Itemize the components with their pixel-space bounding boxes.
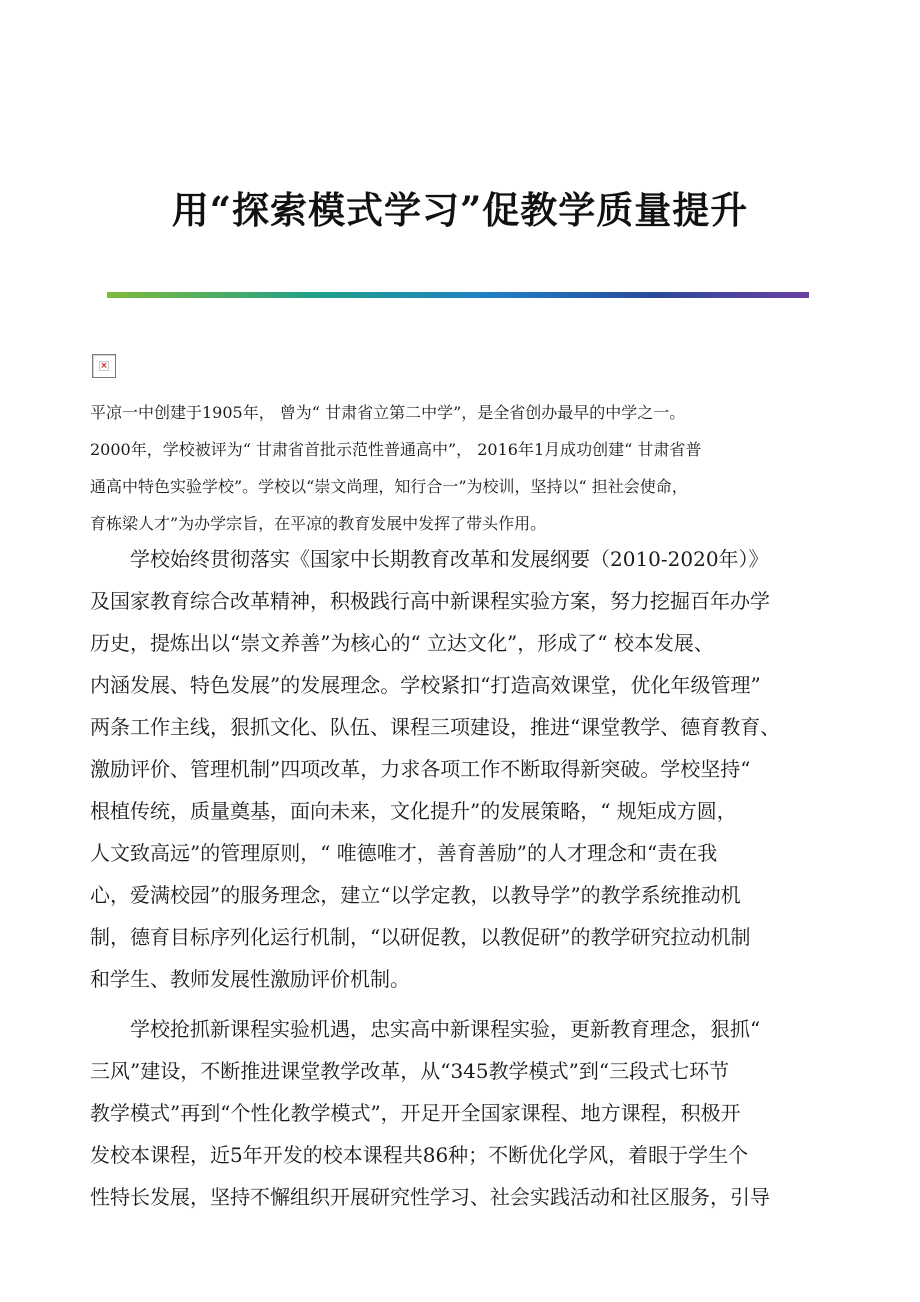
title-divider (107, 292, 809, 298)
body-paragraph-1 (90, 538, 835, 1000)
paragraph-line: 历史，提炼出以“崇文养善”为核心的“ 立达文化”，形成了“ 校本发展、 (90, 631, 714, 655)
paragraph-line: 和学生、教师发展性激励评价机制。 (90, 967, 410, 991)
paragraph-line: 三风”建设，不断推进课堂教学改革，从“345教学模式”到“三段式七环节 (90, 1059, 730, 1083)
intro-paragraph (90, 394, 850, 542)
paragraph-line: 学校抢抓新课程实验机遇，忠实高中新课程实验，更新教育理念，狠抓“ (130, 1017, 761, 1041)
paragraph-line: 人文致高远”的管理原则，“ 唯德唯才，善育善励”的人才理念和“责在我 (90, 841, 718, 865)
paragraph-line: 内涵发展、特色发展”的发展理念。学校紧扣“打造高效课堂，优化年级管理” (90, 673, 761, 697)
paragraph-line: 发校本课程，近5年开发的校本课程共86种；不断优化学风，着眼于学生个 (90, 1143, 749, 1167)
page-title: 用“探索模式学习”促教学质量提升 (171, 188, 749, 232)
intro-line: 通高中特色实验学校”。学校以“崇文尚理，知行合一”为校训，坚持以“ 担社会使命， (90, 477, 688, 496)
paragraph-line: 根植传统，质量奠基，面向未来，文化提升”的发展策略，“ 规矩成方圆， (90, 799, 737, 823)
paragraph-line: 心，爱满校园”的服务理念，建立“以学定教，以教导学”的教学系统推动机 (90, 883, 741, 907)
paragraph-line: 制，德育目标序列化运行机制，“以研促教，以教促研”的教学研究拉动机制 (90, 925, 751, 949)
paragraph-line: 教学模式”再到“个性化教学模式”，开足开全国家课程、地方课程，积极开 (90, 1101, 741, 1125)
intro-line: 平凉一中创建于1905年， 曾为“ 甘肃省立第二中学”，是全省创办最早的中学之一。 (90, 403, 686, 422)
paragraph-line: 及国家教育综合改革精神，积极践行高中新课程实验方案，努力挖掘百年办学 (90, 589, 770, 613)
paragraph-line: 两条工作主线，狠抓文化、队伍、课程三项建设，推进“课堂教学、德育教育、 (90, 715, 781, 739)
intro-line: 育栋梁人才”为办学宗旨，在平凉的教育发展中发挥了带头作用。 (90, 514, 547, 533)
intro-line: 2000年，学校被评为“ 甘肃省首批示范性普通高中”， 2016年1月成功创建“ 甘肃省普 (90, 440, 702, 459)
paragraph-line: 学校始终贯彻落实《国家中长期教育改革和发展纲要（2010-2020年）》 (130, 547, 769, 571)
paragraph-line: 激励评价、管理机制”四项改革，力求各项工作不断取得新突破。学校坚持“ (90, 757, 751, 781)
body-paragraph-2 (90, 1008, 835, 1218)
broken-image-icon: × (92, 354, 116, 378)
paragraph-line: 性特长发展，坚持不懈组织开展研究性学习、社会实践活动和社区服务，引导 (90, 1185, 770, 1209)
